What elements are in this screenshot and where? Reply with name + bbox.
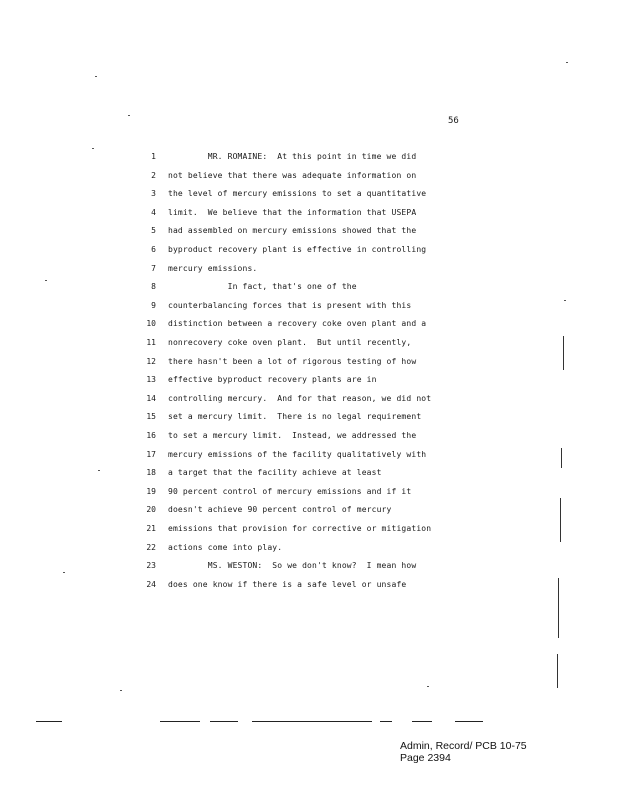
transcript-line: nonrecovery coke oven plant. But until recently, <box>168 338 412 347</box>
line-number: 19 <box>146 487 156 496</box>
footer-rule <box>36 721 62 722</box>
line-number: 23 <box>146 561 156 570</box>
transcript-line: actions come into play. <box>168 543 283 552</box>
footer-rule <box>160 721 200 722</box>
transcript-line: to set a mercury limit. Instead, we addressed the <box>168 431 417 440</box>
scan-speck <box>95 76 97 77</box>
transcript-line: controlling mercury. And for that reason, we did not <box>168 394 432 403</box>
transcript-line: byproduct recovery plant is effective in controlling <box>168 245 427 254</box>
margin-bar <box>557 654 558 688</box>
line-number: 11 <box>146 338 156 347</box>
scan-speck <box>566 62 568 63</box>
line-number: 9 <box>151 301 156 310</box>
line-number: 8 <box>151 282 156 291</box>
transcript-line: doesn't achieve 90 percent control of mercury <box>168 505 392 514</box>
stamp-page-line: Page 2394 <box>400 752 451 764</box>
line-number: 13 <box>146 375 156 384</box>
footer-rule <box>412 721 432 722</box>
transcript-line: 90 percent control of mercury emissions and if it <box>168 487 412 496</box>
line-number: 3 <box>151 189 156 198</box>
margin-bar <box>558 578 559 638</box>
transcript-line: MS. WESTON: So we don't know? I mean how <box>168 561 417 570</box>
transcript-line: mercury emissions of the facility qualitatively with <box>168 450 427 459</box>
transcript-line: effective byproduct recovery plants are in <box>168 375 377 384</box>
transcript-line: In fact, that's one of the <box>168 282 357 291</box>
footer-rule <box>380 721 392 722</box>
transcript-line: not believe that there was adequate information on <box>168 171 417 180</box>
scan-speck <box>45 280 47 281</box>
line-number: 17 <box>146 450 156 459</box>
footer-rule <box>252 721 372 722</box>
transcript-line: limit. We believe that the information that USEPA <box>168 208 417 217</box>
scan-speck <box>98 470 100 471</box>
footer-rule <box>210 721 238 722</box>
line-number: 15 <box>146 412 156 421</box>
line-number: 16 <box>146 431 156 440</box>
line-number: 22 <box>146 543 156 552</box>
line-number: 1 <box>151 152 156 161</box>
margin-bar <box>563 336 564 370</box>
line-number: 24 <box>146 580 156 589</box>
line-number: 4 <box>151 208 156 217</box>
transcript-line: a target that the facility achieve at least <box>168 468 382 477</box>
margin-bar <box>560 498 561 542</box>
scan-speck <box>92 148 94 149</box>
scan-speck <box>427 686 429 687</box>
page-number: 56 <box>448 116 459 126</box>
scan-speck <box>128 115 130 116</box>
footer-rule <box>455 721 483 722</box>
line-number: 14 <box>146 394 156 403</box>
stamp-record-line: Admin, Record/ PCB 10-75 <box>400 740 527 752</box>
line-number: 18 <box>146 468 156 477</box>
line-number: 20 <box>146 505 156 514</box>
admin-record-stamp <box>400 740 527 764</box>
transcript-line: had assembled on mercury emissions showed that the <box>168 226 417 235</box>
transcript-line: set a mercury limit. There is no legal requirement <box>168 412 422 421</box>
transcript-line: emissions that provision for corrective or mitigation <box>168 524 432 533</box>
transcript-line: MR. ROMAINE: At this point in time we did <box>168 152 417 161</box>
scan-speck <box>564 300 566 301</box>
transcript-line: counterbalancing forces that is present with this <box>168 301 412 310</box>
line-number: 6 <box>151 245 156 254</box>
transcript-line: does one know if there is a safe level or unsafe <box>168 580 407 589</box>
line-number: 21 <box>146 524 156 533</box>
scan-speck <box>63 572 65 573</box>
transcript-line: distinction between a recovery coke oven plant and a <box>168 319 427 328</box>
line-number: 7 <box>151 264 156 273</box>
transcript-line: mercury emissions. <box>168 264 258 273</box>
scan-speck <box>120 690 122 691</box>
line-number: 5 <box>151 226 156 235</box>
transcript-line: the level of mercury emissions to set a quantitative <box>168 189 427 198</box>
line-number: 12 <box>146 357 156 366</box>
line-number: 10 <box>146 319 156 328</box>
margin-bar <box>561 448 562 468</box>
line-number: 2 <box>151 171 156 180</box>
transcript-line: there hasn't been a lot of rigorous testing of how <box>168 357 417 366</box>
